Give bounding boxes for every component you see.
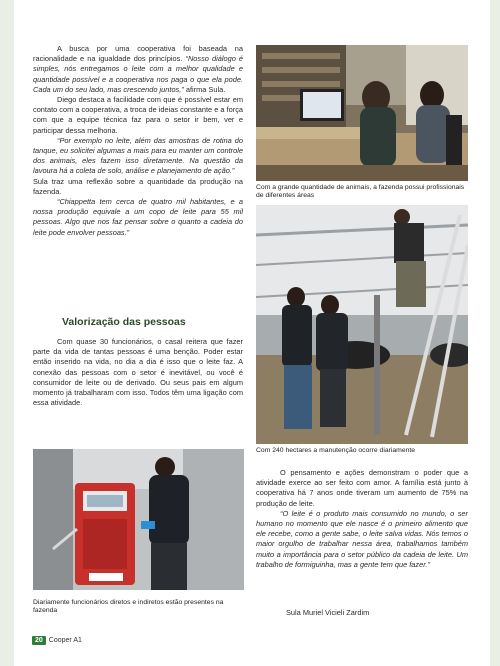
photo-office-image	[256, 45, 468, 181]
photo-equipment	[33, 449, 244, 590]
right-paragraph-1: O pensamento e ações demonstram o poder que a atividade exerce ao ser feito com amor. A família está junto à cooperativa há 7 anos onde tiveram um aumento de 75% na produção de leite.	[256, 468, 468, 508]
signature: Sula Muriel Vicieli Zardim	[286, 608, 370, 617]
photo-office	[256, 45, 468, 181]
caption-photo-equipment: Diariamente funcionários diretos e indiretos estão presentes na fazenda	[33, 599, 224, 615]
paragraph-3-quote: “Por exemplo no leite, além das amostras de rotina do tanque, eu solicitei algumas a mais para eu manter um controle dos animais, eles fazem isso diretamente. Na questão da lavoura há a coleta de solo, análise e planejamento de ação.”	[33, 135, 243, 176]
paragraph-4: Sula traz uma reflexão sobre a quantidade da produção na fazenda.	[33, 176, 243, 196]
left-column-text	[33, 44, 243, 238]
page-number: 20	[32, 636, 46, 645]
photo-barn	[256, 205, 468, 444]
paragraph-2: Diego destaca a facilidade com que é possível estar em contato com a cooperativa, a troca de ideias constante e a força com que a equipe técnica faz para o setor ir bem, ver e participar dessa melhoria.	[33, 95, 243, 135]
publication-name: Cooper A1	[48, 637, 82, 644]
right-column-text	[256, 468, 468, 570]
caption-photo-barn: Com 240 hectares a manutenção ocorre diariamente	[256, 447, 416, 454]
photo-equipment-image	[33, 449, 244, 590]
section-title: Valorização das pessoas	[62, 316, 186, 328]
section-body-text	[33, 337, 243, 408]
paragraph-1: A busca por uma cooperativa foi baseada na racionalidade e na igualdade dos princípios. “Nosso diálogo é simples, nós entregamos o leite com a melhor qualidade e quantidade possível e a cooperativa nos paga o que ela pode. Cada um do seu lado, mas crescendo juntos,” afirma Sula.	[33, 44, 244, 94]
paragraph-5-quote: “Chiappetta tem cerca de quatro mil habitantes, e a nossa produção equivale a um copo de leite para 55 mil pessoas. Algo que nos faz pensar sobre o quanto a cadeia do leite pode envolver pessoas.”	[33, 197, 243, 237]
page-left-stripe	[0, 0, 14, 666]
photo-barn-image	[256, 205, 468, 444]
caption-photo-office: Com a grande quantidade de animais, a fazenda possui profissionais de diferentes áreas	[256, 184, 465, 200]
right-paragraph-2-quote: “O leite é o produto mais consumido no mundo, o ser humano no momento que ele nasce é o primeiro alimento que ele recebe, como a gente sabe, o leite salva vidas. Nós temos o maior orgulho de trabalhar nessa área, trabalhamos também muito a importância para o setor público da cadeia de leite. Um trabalho de formiguinha, mas a gente tem que fazer.”	[256, 508, 468, 569]
section-paragraph: Com quase 30 funcionários, o casal reitera que fazer parte da vida de tantas pessoas é uma benção. Poder estar então inserido na vida, no dia a dia é isso que o leite faz. A conexão das pessoas com o setor é inevitável, ou você é consumidor de leite ou de derivado. Ou seus pais em algum momento já trabalharam com isso. Todos têm uma ligação com essa atividade.	[33, 337, 243, 408]
page-folio	[32, 636, 82, 645]
page-right-stripe	[490, 0, 500, 666]
